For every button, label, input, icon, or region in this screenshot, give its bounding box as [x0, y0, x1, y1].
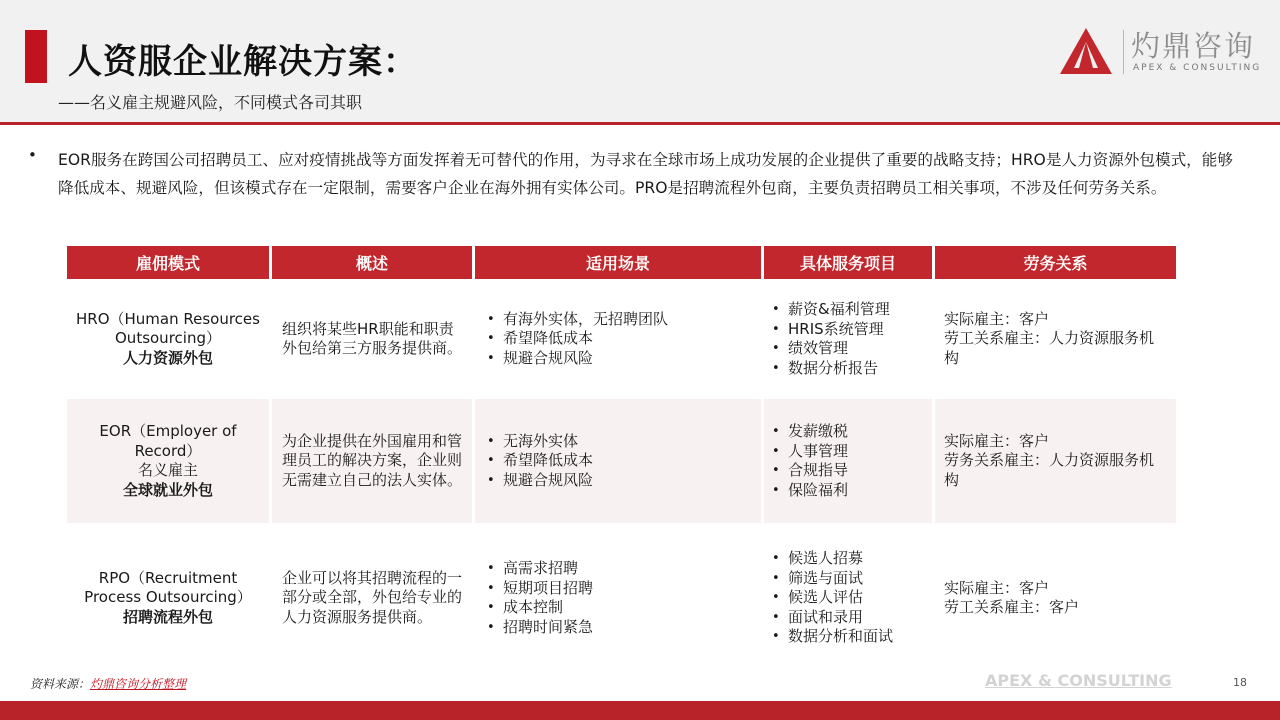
- scenario-item: • 招聘时间紧急: [487, 618, 761, 638]
- mode-label: HRO（Human Resources Outsourcing）: [76, 309, 260, 348]
- service-item: • 薪资&福利管理: [772, 300, 932, 320]
- service-item: • 合规指导: [772, 461, 932, 481]
- bullet-icon: •: [28, 146, 37, 164]
- scenario-item: • 短期项目招聘: [487, 579, 761, 599]
- logo-name-en: APEX & CONSULTING: [1133, 63, 1262, 73]
- service-item: • 绩效管理: [772, 339, 932, 359]
- relation-line: 实际雇主：客户: [944, 431, 1050, 450]
- column-header-relations: 劳务关系: [935, 246, 1176, 279]
- service-item: • HRIS系统管理: [772, 320, 932, 340]
- column-header-scenarios: 适用场景: [475, 246, 761, 279]
- source-label: 资料来源：: [30, 677, 91, 691]
- scenario-item: • 成本控制: [487, 598, 761, 618]
- service-item: • 数据分析和面试: [772, 627, 932, 647]
- service-item: • 数据分析报告: [772, 359, 932, 379]
- service-item: • 候选人招募: [772, 549, 932, 569]
- logo-name-cn: 灼鼎咨询: [1131, 29, 1256, 63]
- column-header-overview: 概述: [272, 246, 472, 279]
- intro-text: EOR服务在跨国公司招聘员工、应对疫情挑战等方面发挥着无可替代的作用，为寻求在全球市场上成功发展的企业提供了重要的战略支持；HRO是人力资源外包模式，能够降低成本、规避风险，但该模式存在一定限制，需要客户企业在海外拥有实体公司。PRO是招聘流程外包商，主要负责招聘员工相关事项，不涉及任何劳务关系。: [58, 151, 1233, 197]
- scenario-item: • 规避合规风险: [487, 349, 761, 369]
- logo-separator: [1123, 30, 1124, 74]
- scenario-item: • 高需求招聘: [487, 559, 761, 579]
- scenario-item: • 无海外实体: [487, 432, 761, 452]
- mode-cell: [67, 399, 269, 523]
- company-logo: [1060, 26, 1265, 78]
- scenarios-cell: [475, 399, 761, 523]
- relations-cell: [935, 279, 1176, 399]
- relation-line: 劳工关系雇主：客户: [944, 598, 1080, 616]
- mode-sub-label: 名义雇主: [137, 461, 198, 479]
- mode-bold-label: 人力资源外包: [122, 348, 213, 367]
- mode-bold-label: 招聘流程外包: [122, 607, 213, 626]
- service-item: • 候选人评估: [772, 588, 932, 608]
- page-subtitle: ——名义雇主规避风险，不同模式各司其职: [58, 93, 363, 112]
- employment-mode-table: [64, 246, 1179, 673]
- service-item: • 筛选与面试: [772, 569, 932, 589]
- triangle-logo-icon: [1060, 28, 1112, 74]
- overview-cell: 组织将某些HR职能和职责外包给第三方服务提供商。: [282, 319, 463, 357]
- scenario-item: • 希望降低成本: [487, 329, 761, 349]
- footer-brand: APEX & CONSULTING: [985, 671, 1172, 690]
- page-title: 人资服企业解决方案：: [68, 42, 418, 82]
- overview-cell: 企业可以将其招聘流程的一部分或全部，外包给专业的人力资源服务提供商。: [282, 568, 463, 626]
- service-item: • 发薪缴税: [772, 422, 932, 442]
- scenarios-cell: [475, 279, 761, 399]
- column-header-mode: 雇佣模式: [67, 246, 269, 279]
- mode-label: EOR（Employer of Record）: [99, 422, 237, 460]
- overview-cell: 为企业提供在外国雇用和管理员工的解决方案，企业则无需建立自己的法人实体。: [272, 399, 472, 523]
- table-row-eor: [67, 399, 1176, 523]
- mode-bold-label: 全球就业外包: [122, 480, 213, 499]
- title-accent-bar: [25, 30, 47, 83]
- relation-line: 实际雇主：客户: [944, 578, 1050, 597]
- mode-label: RPO（Recruitment Process Outsourcing）: [84, 568, 252, 607]
- services-cell: [764, 279, 932, 399]
- relations-cell: [935, 523, 1176, 673]
- scenario-item: • 希望降低成本: [487, 451, 761, 471]
- service-item: • 面试和录用: [772, 608, 932, 628]
- relations-cell: [935, 399, 1176, 523]
- mode-cell: [67, 523, 269, 673]
- scenario-item: • 有海外实体，无招聘团队: [487, 310, 761, 330]
- table-row-rpo: [67, 523, 1176, 673]
- source-link[interactable]: 灼鼎咨询分析整理: [90, 677, 187, 691]
- scenarios-cell: [475, 523, 761, 673]
- table-header-row: [67, 246, 1176, 279]
- service-item: • 保险福利: [772, 481, 932, 501]
- table-row-hro: [67, 279, 1176, 399]
- relation-line: 实际雇主：客户: [944, 309, 1050, 328]
- page-number: 18: [1233, 676, 1247, 689]
- relation-line: 劳工关系雇主：人力资源服务机构: [944, 329, 1155, 367]
- service-item: • 人事管理: [772, 442, 932, 462]
- services-cell: [764, 399, 932, 523]
- intro-paragraph: [28, 146, 1248, 202]
- source-note: [30, 675, 186, 692]
- mode-cell: [67, 279, 269, 399]
- bottom-accent-bar: [0, 701, 1280, 720]
- column-header-services: 具体服务项目: [764, 246, 932, 279]
- header-divider: [0, 122, 1280, 125]
- relation-line: 劳务关系雇主：人力资源服务机构: [944, 451, 1155, 489]
- services-cell: [764, 523, 932, 673]
- scenario-item: • 规避合规风险: [487, 471, 761, 491]
